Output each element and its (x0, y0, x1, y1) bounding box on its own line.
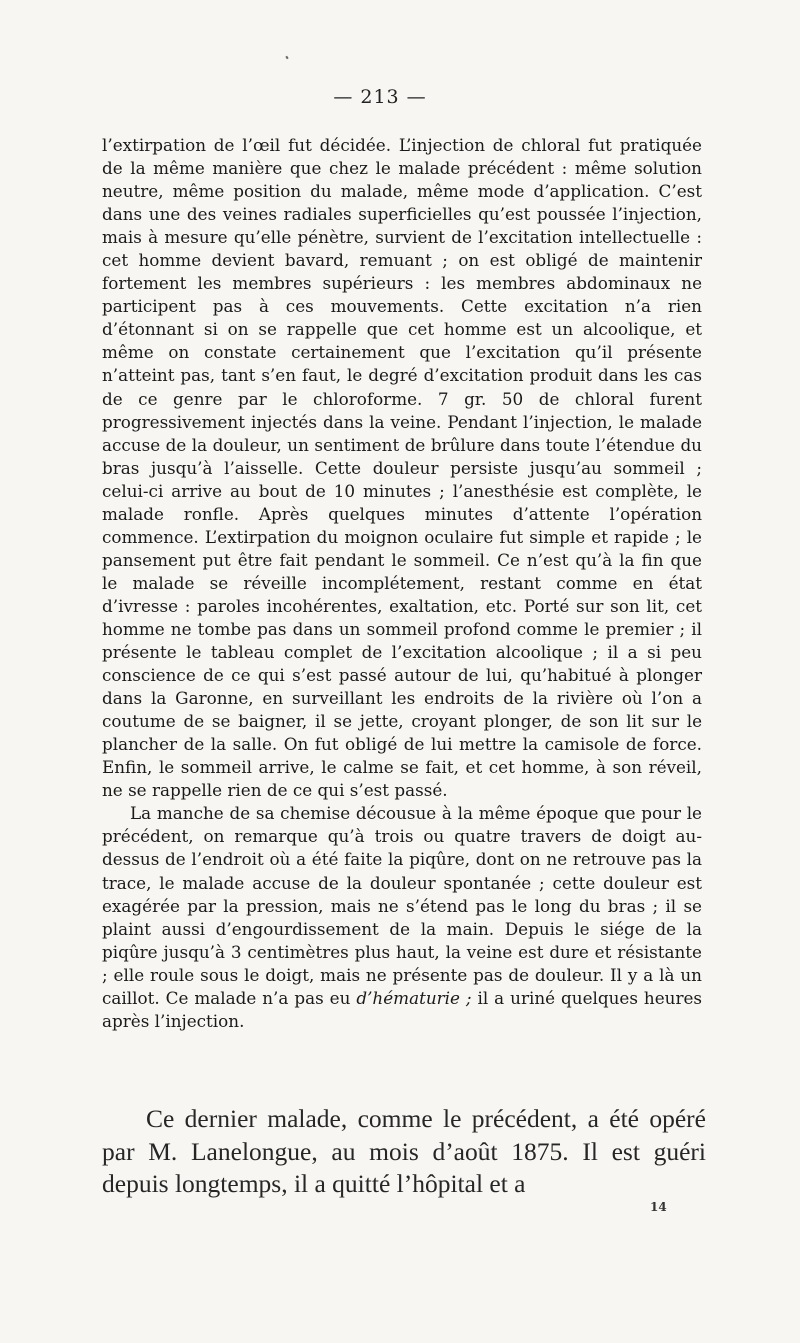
italic-term-hematuria: d’hématurie ; (356, 987, 472, 1008)
paragraph-text-end: il a uriné quelques heures après l’injection. (102, 987, 703, 1031)
appended-handwritten-style-note: Ce dernier malade, comme le précédent, a été opéré par M. Lanelongue, au mois d’août 1875. Il est guéri depuis longtemps, il a quitté l’hôpital et a (102, 1104, 706, 1198)
paragraph-continued: l’extirpation de l’œil fut décidée. L’injection de chloral fut pratiquée de la même manière que chez le malade précédent : même solution neutre, même position du malade, même mode d’application. C’est dans une des veines radiales superficielles qu’est poussée l’injection, mais à mesure qu’elle pénètre, survient de l’excitation intellectuelle : cet homme devient bavard, remuant ; on est obligé de maintenir fortement les membres supérieurs : les membres abdominaux ne participent pas à ces mouvements. Cette excitation n’a rien d’étonnant si on se rappelle que cet homme est un alcoolique, et même on constate certainement que l’excitation qu’il présente n’atteint pas, tant s’en faut, le degré d’excitation produit dans les cas de ce genre par le chloroforme. 7 gr. 50 de chloral furent progressivement injectés dans la veine. Pendant l’injection, le malade accuse de la douleur, un sentiment de brûlure dans toute l’étendue du bras jusqu’à l’aisselle. Cette douleur persiste jusqu’au sommeil ; celui-ci arrive au bout de 10 minutes ; l’anesthésie est complète, le malade ronfle. Après quelques minutes d’attente l’opération commence. L’extirpation du moignon oculaire fut simple et rapide ; le pansement put être fait pendant le sommeil. Ce n’est qu’à la fin que le malade se réveille incomplétement, restant comme en état d’ivresse : paroles incohérentes, exaltation, etc. Porté sur son lit, cet homme ne tombe pas dans un sommeil profond comme le premier ; il présente le tableau complet de l’excitation alcoolique ; il a si peu conscience de ce qui s’est passé autour de lui, qu’habitué à plonger dans la Garonne, en surveillant les endroits de la rivière où l’on a coutume de se baigner, il se jette, croyant plonger, de son lit sur le plancher de la salle. On fut obligé de lui mettre la camisole de force. Enfin, le sommeil arrive, le calme se fait, et cet homme, à son réveil, ne se rappelle rien de ce qui s’est passé. (102, 135, 702, 801)
page-number: — 213 — (333, 86, 427, 108)
paragraph-text-start: La manche de sa chemise décousue à la même époque que pour le précédent, on remarque qu’à trois ou quatre travers de doigt au-dessus de l’endroit où a été faite la piqûre, dont on ne retrouve pas la trace, le malade accuse de la douleur spontanée ; cette douleur est exagérée par la pression, mais ne s’étend pas le long du bras ; il se plaint aussi d’engourdissement de la main. Depuis le siége de la piqûre jusqu’à 3 centimètres plus haut, la veine est dure et résistante ; elle roule sous le doigt, mais ne présente pas de douleur. Il y a là un caillot. Ce malade n’a pas eu (102, 803, 702, 1008)
ink-speck (285, 56, 288, 60)
paragraph-sleeve-observation (102, 802, 702, 1032)
main-text-block (102, 134, 702, 1033)
signature-mark: 14 (650, 1200, 667, 1214)
